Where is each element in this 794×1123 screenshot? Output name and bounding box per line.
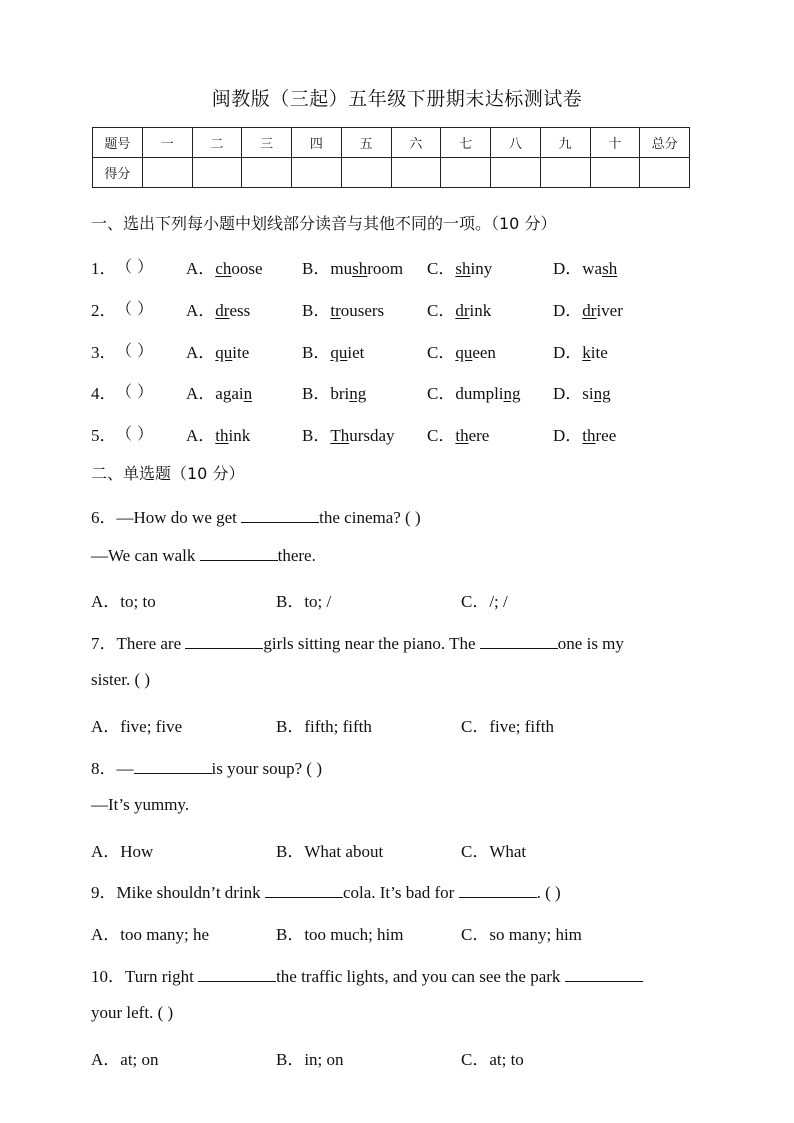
underlined-part: sh bbox=[352, 259, 368, 278]
score-table-score-row bbox=[93, 158, 690, 188]
q6-option-c[interactable]: C．/; / bbox=[461, 592, 508, 611]
score-input-cell[interactable] bbox=[142, 158, 192, 188]
option-letter: B． bbox=[302, 426, 331, 445]
q9-blank-1[interactable] bbox=[265, 882, 343, 898]
option-post: ink bbox=[228, 426, 251, 445]
underlined-part: dr bbox=[582, 301, 597, 320]
q5-option-a[interactable] bbox=[186, 421, 250, 446]
q4-option-b[interactable] bbox=[302, 379, 366, 404]
q8-text-b: is your soup? ( ) bbox=[211, 759, 322, 778]
q7-text-a: 7．There are bbox=[91, 634, 186, 653]
option-letter: C． bbox=[427, 259, 456, 278]
option-post: ousers bbox=[340, 301, 385, 320]
q2-option-d[interactable] bbox=[553, 296, 623, 321]
option-post: ere bbox=[468, 426, 490, 445]
question-8-line-2: —It’s yummy. bbox=[91, 795, 190, 814]
question-10-line-2: your left. ( ) bbox=[91, 1003, 174, 1022]
underlined-part: ng bbox=[503, 384, 521, 403]
q5-option-b[interactable] bbox=[302, 421, 395, 446]
option-pre: bri bbox=[330, 384, 350, 403]
underlined-part: th bbox=[215, 426, 229, 445]
underlined-part: ng bbox=[593, 384, 611, 403]
option-pre: si bbox=[582, 384, 594, 403]
q8-text-a: 8．— bbox=[91, 759, 134, 778]
q3-option-c[interactable] bbox=[427, 338, 496, 363]
option-letter: D． bbox=[553, 301, 583, 320]
score-cell: 题号 bbox=[93, 128, 143, 158]
underlined-part: ng bbox=[349, 384, 367, 403]
q9-option-c[interactable]: C．so many; him bbox=[461, 925, 582, 944]
q8-option-c[interactable]: C．What bbox=[461, 842, 527, 861]
underlined-part: qu bbox=[455, 343, 473, 362]
q1-option-c[interactable] bbox=[427, 254, 492, 279]
q4-option-a[interactable] bbox=[186, 379, 252, 404]
q6-blank-2[interactable] bbox=[200, 545, 278, 561]
score-input-cell[interactable] bbox=[192, 158, 242, 188]
q6-option-a[interactable]: A．to; to bbox=[91, 592, 156, 611]
option-post: ink bbox=[469, 301, 492, 320]
option-post: ree bbox=[595, 426, 617, 445]
option-post: oose bbox=[231, 259, 263, 278]
option-letter: A． bbox=[186, 384, 216, 403]
question-10-line-1 bbox=[91, 962, 643, 987]
option-post: iver bbox=[596, 301, 623, 320]
question-6-line-1 bbox=[91, 503, 421, 528]
q10-option-c[interactable]: C．at; to bbox=[461, 1050, 524, 1069]
option-letter: B． bbox=[302, 259, 331, 278]
option-pre: wa bbox=[582, 259, 603, 278]
q7-text-c: one is my bbox=[557, 634, 624, 653]
option-post: ite bbox=[232, 343, 250, 362]
question-6-line-2 bbox=[91, 545, 316, 566]
option-letter: B． bbox=[302, 384, 331, 403]
q5-option-c[interactable] bbox=[427, 421, 489, 446]
underlined-part: dr bbox=[215, 301, 230, 320]
option-post: een bbox=[472, 343, 496, 362]
option-letter: D． bbox=[553, 426, 583, 445]
option-post: ess bbox=[229, 301, 251, 320]
score-cell: 二 bbox=[192, 128, 242, 158]
score-cell: 一 bbox=[142, 128, 192, 158]
option-pre: dumpli bbox=[455, 384, 504, 403]
option-letter: A． bbox=[186, 301, 216, 320]
q1-option-a[interactable] bbox=[186, 254, 263, 279]
score-cell: 四 bbox=[292, 128, 342, 158]
q10-blank-1[interactable] bbox=[198, 966, 276, 982]
option-letter: C． bbox=[427, 343, 456, 362]
question-1-answer-paren[interactable]: （ ） bbox=[116, 257, 154, 276]
score-input-cell[interactable] bbox=[391, 158, 441, 188]
score-cell: 总分 bbox=[640, 128, 690, 158]
underlined-part: qu bbox=[215, 343, 233, 362]
q5-option-d[interactable] bbox=[553, 421, 616, 446]
q7-option-a[interactable]: A．five; five bbox=[91, 717, 183, 736]
q4-option-c[interactable] bbox=[427, 379, 521, 404]
score-cell: 九 bbox=[540, 128, 590, 158]
q9-text-c: . ( ) bbox=[536, 883, 561, 902]
question-2-number: 2． bbox=[91, 301, 117, 320]
question-4-number: 4． bbox=[91, 384, 117, 403]
question-3-number: 3． bbox=[91, 343, 117, 362]
score-input-cell[interactable] bbox=[491, 158, 541, 188]
option-letter: C． bbox=[427, 301, 456, 320]
q10-option-a[interactable]: A．at; on bbox=[91, 1050, 159, 1069]
score-cell: 六 bbox=[391, 128, 441, 158]
q7-blank-1[interactable] bbox=[185, 633, 263, 649]
question-5-number: 5． bbox=[91, 426, 117, 445]
option-post: ite bbox=[590, 343, 608, 362]
option-letter: A． bbox=[186, 259, 216, 278]
question-3-answer-paren[interactable]: （ ） bbox=[116, 341, 154, 360]
q2-option-a[interactable] bbox=[186, 296, 250, 321]
underlined-part: ch bbox=[215, 259, 232, 278]
q9-text-b: cola. It’s bad for bbox=[342, 883, 459, 902]
q2-option-b[interactable] bbox=[302, 296, 384, 321]
q10-text-b: the traffic lights, and you can see the park bbox=[276, 967, 565, 986]
option-letter: C． bbox=[427, 426, 456, 445]
q9-option-a[interactable]: A．too many; he bbox=[91, 925, 210, 944]
option-letter: A． bbox=[186, 426, 216, 445]
question-9-line-1 bbox=[91, 878, 561, 903]
q4-option-d[interactable] bbox=[553, 379, 611, 404]
option-post: ursday bbox=[349, 426, 395, 445]
q8-option-b[interactable]: B．What about bbox=[276, 842, 384, 861]
score-table-header-row bbox=[93, 128, 690, 158]
option-pre: agai bbox=[215, 384, 244, 403]
option-letter: D． bbox=[553, 343, 583, 362]
q6-text-c: —We can walk bbox=[91, 546, 200, 565]
q3-option-b[interactable] bbox=[302, 338, 364, 363]
option-letter: D． bbox=[553, 384, 583, 403]
q7-option-b[interactable]: B．fifth; fifth bbox=[276, 717, 372, 736]
underlined-part: sh bbox=[455, 259, 471, 278]
score-cell: 三 bbox=[242, 128, 292, 158]
underlined-part: dr bbox=[455, 301, 470, 320]
underlined-part: th bbox=[582, 426, 596, 445]
section-2-heading: 二、单选题（10 分） bbox=[91, 464, 245, 483]
score-cell: 七 bbox=[441, 128, 491, 158]
q7-text-b: girls sitting near the piano. The bbox=[263, 634, 480, 653]
q9-blank-2[interactable] bbox=[459, 882, 537, 898]
score-input-cell[interactable] bbox=[292, 158, 342, 188]
question-7-line-2: sister. ( ) bbox=[91, 670, 151, 689]
q6-text-d: there. bbox=[277, 546, 316, 565]
option-post: room bbox=[367, 259, 404, 278]
q9-option-b[interactable]: B．too much; him bbox=[276, 925, 404, 944]
question-4-answer-paren[interactable]: （ ） bbox=[116, 382, 154, 401]
underlined-part: k bbox=[582, 343, 591, 362]
score-input-cell[interactable] bbox=[341, 158, 391, 188]
option-letter: C． bbox=[427, 384, 456, 403]
question-5-answer-paren[interactable]: （ ） bbox=[116, 424, 154, 443]
question-2-answer-paren[interactable]: （ ） bbox=[116, 299, 154, 318]
underlined-part: th bbox=[455, 426, 469, 445]
section-1-heading: 一、选出下列每小题中划线部分读音与其他不同的一项。（10 分） bbox=[91, 214, 557, 233]
q9-text-a: 9．Mike shouldn’t drink bbox=[91, 883, 265, 902]
underlined-part: Th bbox=[330, 426, 350, 445]
option-post: iny bbox=[470, 259, 493, 278]
score-cell: 十 bbox=[590, 128, 640, 158]
q3-option-d[interactable] bbox=[553, 338, 608, 363]
q6-text-a: 6．—How do we get bbox=[91, 508, 242, 527]
score-input-cell[interactable] bbox=[540, 158, 590, 188]
score-input-cell[interactable] bbox=[242, 158, 292, 188]
underlined-part: qu bbox=[330, 343, 348, 362]
q2-option-c[interactable] bbox=[427, 296, 491, 321]
question-8-line-1 bbox=[91, 754, 322, 779]
question-1-number: 1． bbox=[91, 259, 117, 278]
option-letter: D． bbox=[553, 259, 583, 278]
question-7-line-1 bbox=[91, 629, 624, 654]
score-cell: 五 bbox=[341, 128, 391, 158]
q10-blank-2[interactable] bbox=[565, 966, 643, 982]
underlined-part: sh bbox=[602, 259, 618, 278]
option-letter: B． bbox=[302, 343, 331, 362]
score-table bbox=[92, 127, 690, 188]
q10-text-a: 10．Turn right bbox=[91, 967, 199, 986]
score-cell: 得分 bbox=[93, 158, 143, 188]
q6-text-b: the cinema? ( ) bbox=[319, 508, 421, 527]
q8-blank-1[interactable] bbox=[134, 758, 212, 774]
q10-option-b[interactable]: B．in; on bbox=[276, 1050, 344, 1069]
q8-option-a[interactable]: A．How bbox=[91, 842, 154, 861]
option-letter: A． bbox=[186, 343, 216, 362]
page-title: 闽教版（三起）五年级下册期末达标测试卷 bbox=[211, 88, 583, 110]
score-input-cell[interactable] bbox=[590, 158, 640, 188]
score-input-cell[interactable] bbox=[441, 158, 491, 188]
q7-option-c[interactable]: C．five; fifth bbox=[461, 717, 555, 736]
underlined-part: tr bbox=[330, 301, 341, 320]
q6-option-b[interactable]: B．to; / bbox=[276, 592, 332, 611]
option-pre: mu bbox=[330, 259, 353, 278]
q3-option-a[interactable] bbox=[186, 338, 249, 363]
q6-blank-1[interactable] bbox=[241, 507, 319, 523]
option-letter: B． bbox=[302, 301, 331, 320]
score-input-cell[interactable] bbox=[640, 158, 690, 188]
q1-option-d[interactable] bbox=[553, 254, 617, 279]
q1-option-b[interactable] bbox=[302, 254, 403, 279]
score-cell: 八 bbox=[491, 128, 541, 158]
option-post: iet bbox=[347, 343, 365, 362]
q7-blank-2[interactable] bbox=[480, 633, 558, 649]
underlined-part: n bbox=[243, 384, 253, 403]
